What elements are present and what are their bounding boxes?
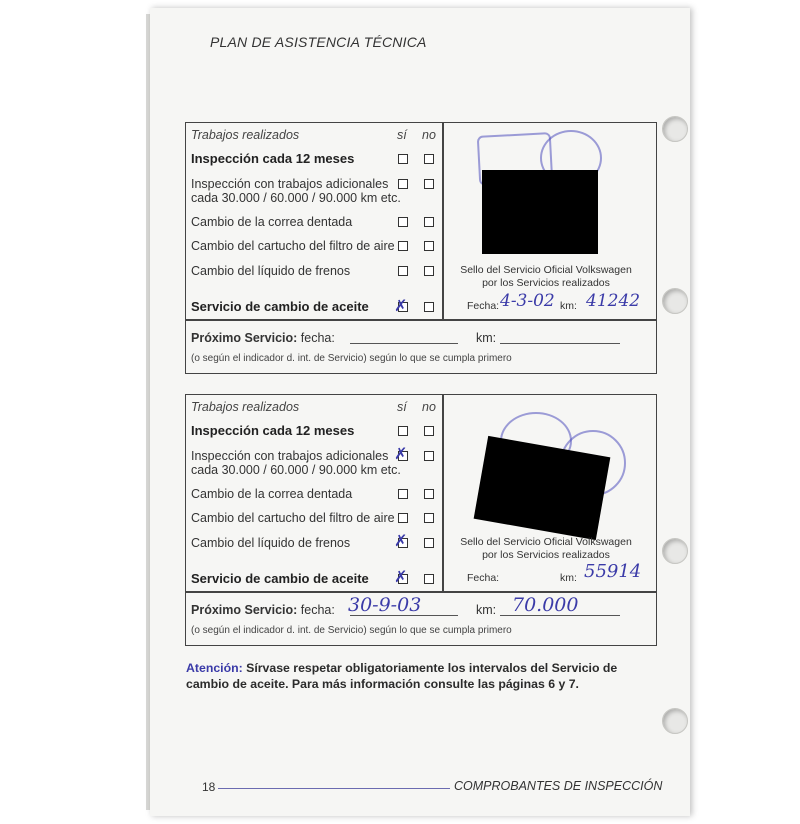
sello-caption [436,264,656,290]
redaction-box [482,170,598,254]
row-label: Inspección con trabajos adicionales [191,449,389,463]
km-label: km: [560,300,577,312]
checkbox-si[interactable] [398,241,408,251]
km-label: km: [560,572,577,584]
row-label: Servicio de cambio de aceite [191,299,369,314]
proximo-fecha-label: fecha: [300,603,335,617]
sello-line-1: Sello del Servicio Oficial Volkswagen [460,264,632,276]
proximo-servicio [191,603,335,617]
checkbox-si[interactable] [398,154,408,164]
row-label: Servicio de cambio de aceite [191,571,369,586]
sello-line-2: por los Servicios realizados [482,277,610,289]
row-label: Cambio del cartucho del filtro de aire [191,511,395,525]
checkmark-icon: ✗ [394,567,408,586]
checkmark-icon: ✗ [394,531,408,550]
sello-line-2: por los Servicios realizados [482,549,610,561]
fecha-underline [350,343,458,344]
notice [186,660,656,692]
proximo-label: Próximo Servicio: [191,331,298,345]
proximo-km-label: km: [476,331,497,345]
km-value[interactable]: 55914 [584,561,642,582]
proximo-km-label: km: [476,603,497,617]
proximo-fecha-label: fecha: [300,331,335,345]
checkbox-no[interactable] [424,179,434,189]
row-label: Cambio del líquido de frenos [191,264,351,278]
checkbox-si[interactable] [398,489,408,499]
km-value[interactable]: 41242 [586,291,641,311]
column-no: no [422,400,436,414]
row-label: Cambio del líquido de frenos [191,536,351,550]
checkbox-si[interactable] [398,266,408,276]
fecha-label: Fecha: [467,572,500,584]
km-underline [500,343,620,344]
row-label-line2: cada 30.000 / 60.000 / 90.000 km etc. [191,191,401,205]
binder-hole-icon [662,116,688,142]
proximo-km-value[interactable]: 70.000 [512,594,579,616]
checkbox-si[interactable] [398,513,408,523]
checkbox-no[interactable] [424,574,434,584]
form-note: (o según el indicador d. int. de Servicio) según lo que se cumpla primero [191,353,512,364]
checkbox-no[interactable] [424,538,434,548]
form-note: (o según el indicador d. int. de Servicio) según lo que se cumpla primero [191,625,512,636]
row-label: Cambio de la correa dentada [191,215,353,229]
row-label: Inspección cada 12 meses [191,151,355,166]
page-number: 18 [202,780,216,794]
notice-lead: Atención: [186,661,243,675]
checkbox-no[interactable] [424,241,434,251]
checkbox-no[interactable] [424,451,434,461]
proximo-label: Próximo Servicio: [191,603,298,617]
sello-line-1: Sello del Servicio Oficial Volkswagen [460,536,632,548]
binder-hole-icon [662,708,688,734]
checkbox-no[interactable] [424,217,434,227]
checkbox-no[interactable] [424,154,434,164]
row-label: Cambio de la correa dentada [191,487,353,501]
row-divider [186,319,656,321]
checkbox-si[interactable] [398,217,408,227]
checkmark-icon: ✗ [394,296,408,315]
column-title: Trabajos realizados [191,400,300,414]
checkbox-no[interactable] [424,302,434,312]
proximo-servicio [191,331,335,345]
row-label: Cambio del cartucho del filtro de aire [191,239,395,253]
row-label-line2: cada 30.000 / 60.000 / 90.000 km etc. [191,463,401,477]
row-label: Inspección cada 12 meses [191,423,355,438]
page-header: PLAN DE ASISTENCIA TÉCNICA [210,34,427,50]
row-divider [186,591,656,593]
column-no: no [422,128,436,142]
column-si: sí [397,128,407,142]
checkbox-no[interactable] [424,426,434,436]
notice-text: Sírvase respetar obligatoriamente los intervalos del Servicio de cambio de aceite. Para más información consulte las páginas 6 y 7. [186,661,618,691]
column-title: Trabajos realizados [191,128,300,142]
binder-hole-icon [662,538,688,564]
checkbox-no[interactable] [424,266,434,276]
binder-hole-icon [662,288,688,314]
row-label: Inspección con trabajos adicionales [191,177,389,191]
fecha-label: Fecha: [467,300,500,312]
footer-section: COMPROBANTES DE INSPECCIÓN [454,779,663,793]
checkbox-no[interactable] [424,489,434,499]
footer-rule [218,788,450,789]
checkmark-icon: ✗ [394,444,408,463]
sello-caption [436,536,656,562]
column-si: sí [397,400,407,414]
checkbox-si[interactable] [398,426,408,436]
checkbox-no[interactable] [424,513,434,523]
fecha-value[interactable]: 4-3-02 [500,291,555,311]
checkbox-si[interactable] [398,179,408,189]
proximo-fecha-value[interactable]: 30-9-03 [348,594,422,616]
